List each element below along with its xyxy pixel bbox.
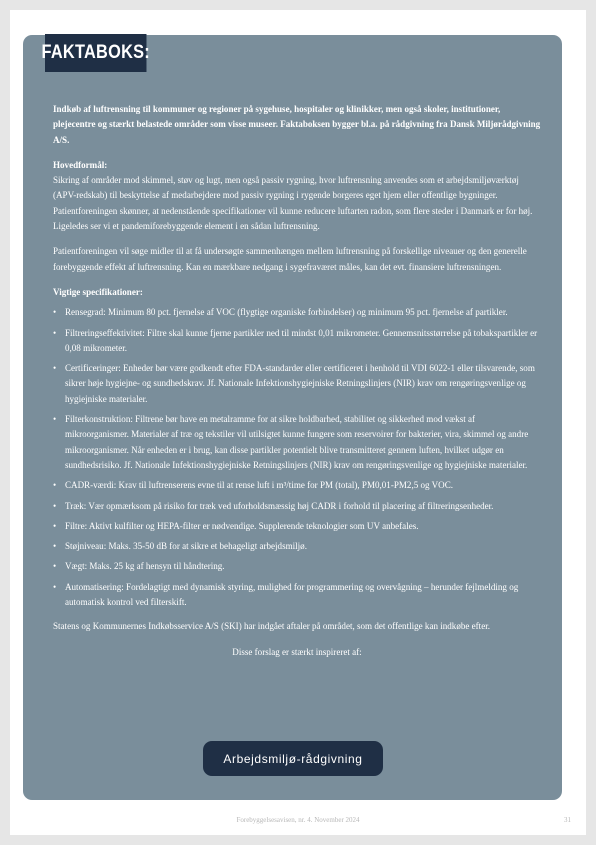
spec-item: • Filtre: Aktivt kulfilter og HEPA-filter er nødvendige. Supplerende teknologier som UV anbefales. — [53, 519, 541, 534]
specs-heading: Vigtige specifikationer: — [53, 286, 143, 297]
purpose-text: Sikring af områder mod skimmel, støv og lugt, men også passiv rygning, hvor luftrensning anvendes som et arbejdsmiljøværktøj (APV-redskab) til beskyttelse af medarbejdere mod passiv rygning i rygende borgeres eget hjem eller offentlige bygninger. Patientforeningen skønner, at nedenstående specifikationer vil kunne reducere luftarten radon, som flere steder i Danmark er for høj. Ligeledes ser vi et pandemiforebyggende element i en sådan luftrensning. — [53, 175, 533, 232]
spec-item: • Filtreringseffektivitet: Filtre skal kunne fjerne partikler ned til mindst 0,01 mikrometer. Gennemsnitsstørrelse på tobakspartikler er 0,08 mikrometer. — [53, 326, 541, 357]
factbox-title: FAKTABOKS: — [45, 34, 146, 72]
spec-item: • CADR-værdi: Krav til luftrenserens evne til at rense luft i m³/time for PM (total), PM0,01-PM2,5 og VOC. — [53, 478, 541, 493]
page-footer: Forebyggelsesavisen, nr. 4. November 2024 — [236, 816, 360, 824]
closing-text: Statens og Kommunernes Indkøbsservice A/S (SKI) har indgået aftaler på området, som det offentlige kan indkøbe efter. — [53, 621, 490, 632]
spec-item: • Automatisering: Fordelagtigt med dynamisk styring, mulighed for programmering og overvågning – herunder fejlmelding og automatisk kontrol ved filterskift. — [53, 580, 541, 611]
spec-item: • Vægt: Maks. 25 kg af hensyn til håndtering. — [53, 559, 541, 574]
purpose-section — [53, 158, 541, 234]
arbejdsmiljo-button[interactable]: Arbejdsmiljø-rådgivning — [203, 741, 383, 776]
specs-list — [53, 305, 541, 610]
inspired-text: Disse forslag er stærkt inspireret af: — [232, 646, 362, 657]
spec-item: • Støjniveau: Maks. 35-50 dB for at sikre et behageligt arbejdsmiljø. — [53, 539, 541, 554]
spec-item: • Filterkonstruktion: Filtrene bør have en metalramme for at sikre holdbarhed, stabilitet og sikkerhed mod vækst af mikroorganismer. Materialer af træ og tekstiler vil utilsigtet kunne fungere som reservoirer for bakterier, vira, skimmel og andre mikroorganismer. Når enheden er i brug, kan disse partikler potentielt blive transmitteret gennem luften, hvilket udgør en sundhedsrisiko. Jf. Nationale Infektionshygiejniske Retningslinjers (NIR) krav om rengøringsvenlige og hygiejniske materialer. — [53, 412, 541, 473]
page-number: 31 — [564, 816, 571, 824]
factbox-content — [53, 102, 541, 670]
spec-item: • Rensegrad: Minimum 80 pct. fjernelse af VOC (flygtige organiske forbindelser) og minimum 95 pct. fjernelse af partikler. — [53, 305, 541, 320]
purpose-heading: Hovedformål: — [53, 159, 108, 170]
spec-item: • Certificeringer: Enheder bør være godkendt efter FDA-standarder eller certificeret i henhold til VDI 6022-1 eller tilsvarende, som sikrer høje hygiejne- og sundhedskrav. Jf. Nationale Infektionshygiejniske Retningslinjers (NIR) krav om rengøringsvenlige og hygiejniske materialer. — [53, 361, 541, 407]
intro-text: Indkøb af luftrensning til kommuner og regioner på sygehuse, hospitaler og klinikker, men også skoler, institutioner, plejecentre og stærkt belastede områder som visse museer. Faktaboksen bygger bl.a. på rådgivning fra Dansk Miljørådgivning A/S. — [53, 104, 541, 145]
paragraph-2: Patientforeningen vil søge midler til at få undersøgte sammenhængen mellem luftrensning på forskellige niveauer og den generelle forebyggende effekt af luftrensning. Kan en mærkbare nedgang i sygefraværet måles, kan det evt. finansiere luftrensningen. — [53, 246, 527, 272]
spec-item: • Træk: Vær opmærksom på risiko for træk ved uforholdsmæssig høj CADR i forhold til placering af filtreringsenheder. — [53, 499, 541, 514]
